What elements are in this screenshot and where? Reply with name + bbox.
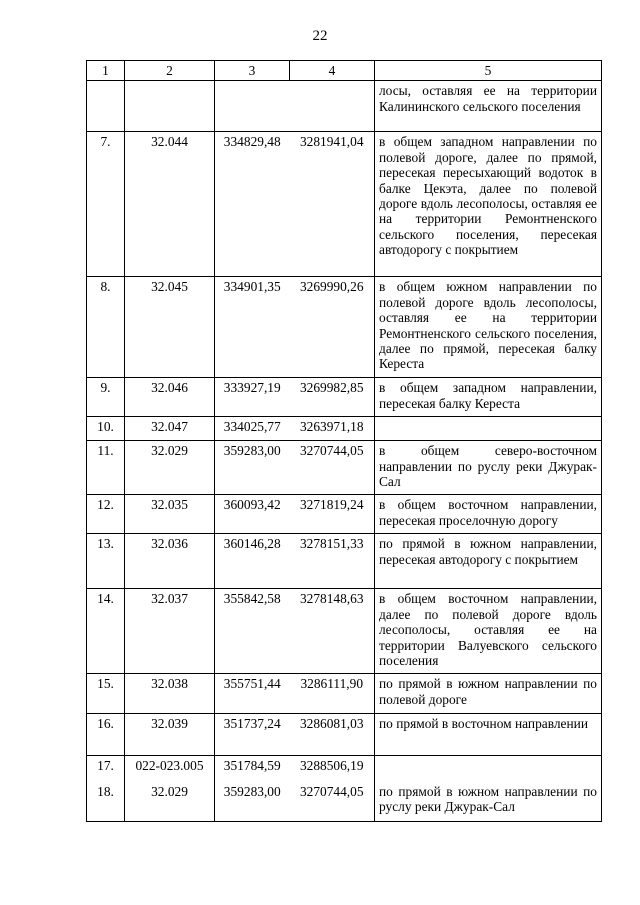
- point-code: 32.038: [125, 674, 215, 714]
- boundary-description: в общем северо-восточном направлении по руслу реки Джурак-Сал: [375, 441, 602, 495]
- table-row: [87, 534, 602, 589]
- point-code: 32.045: [125, 277, 215, 378]
- boundary-description: по прямой в южном направлении, пересекая автодорогу с покрытием: [375, 534, 602, 589]
- point-code: 022-023.005: [125, 756, 215, 782]
- table-row: [87, 495, 602, 534]
- row-number: 17.: [87, 756, 125, 782]
- boundary-description: в общем западном направлении по полевой дороге, далее по прямой, пересекая пересыхающий водоток в балке Цекэта, далее по полевой дороге вдоль лесополосы, оставляя ее на территории Ремонтненского сельского поселения, пересекая автодорогу с покрытием: [375, 132, 602, 277]
- coordinate-x: 359283,00: [215, 441, 290, 495]
- coordinate-y: 3270744,05: [290, 441, 375, 495]
- table-header-row: [87, 61, 602, 81]
- point-code: 32.029: [125, 782, 215, 822]
- coordinate-x: 355842,58: [215, 589, 290, 674]
- boundary-points-table: [86, 60, 602, 822]
- coordinate-y: 3270744,05: [290, 782, 375, 822]
- table-row: [87, 756, 602, 782]
- coordinate-y: 3281941,04: [290, 132, 375, 277]
- coordinate-y: 3263971,18: [290, 417, 375, 441]
- coordinate-y: 3269990,26: [290, 277, 375, 378]
- row-number: 9.: [87, 378, 125, 417]
- table-row: [87, 674, 602, 714]
- coordinate-x: 334829,48: [215, 132, 290, 277]
- coordinate-x: 334025,77: [215, 417, 290, 441]
- point-code: 32.035: [125, 495, 215, 534]
- row-number: 16.: [87, 714, 125, 756]
- coordinate-y: 3286111,90: [290, 674, 375, 714]
- row-number: 12.: [87, 495, 125, 534]
- coordinate-y: 3271819,24: [290, 495, 375, 534]
- coordinate-x: 334901,35: [215, 277, 290, 378]
- boundary-description: в общем восточном направлении, далее по полевой дороге вдоль лесополосы, оставляя ее на территории Валуевского сельского поселения: [375, 589, 602, 674]
- row-number: 8.: [87, 277, 125, 378]
- row-number: 11.: [87, 441, 125, 495]
- table-row: [87, 132, 602, 277]
- boundary-description: [375, 417, 602, 441]
- table-row: [87, 378, 602, 417]
- table-row: [87, 81, 602, 132]
- boundary-description: лосы, оставляя ее на территории Калининского сельского поселения: [375, 81, 602, 132]
- boundary-description: по прямой в восточном направлении: [375, 714, 602, 756]
- boundary-description: в общем западном направлении, пересекая балку Кереста: [375, 378, 602, 417]
- row-number: 7.: [87, 132, 125, 277]
- row-number: 14.: [87, 589, 125, 674]
- boundary-description: [375, 756, 602, 782]
- column-header: 4: [290, 61, 375, 81]
- table-row: [87, 589, 602, 674]
- row-number: 15.: [87, 674, 125, 714]
- coordinate-y: 3288506,19: [290, 756, 375, 782]
- point-code: [125, 81, 215, 132]
- table-row: [87, 277, 602, 378]
- coordinate-y: 3269982,85: [290, 378, 375, 417]
- boundary-description: в общем восточном направлении, пересекая проселочную дорогу: [375, 495, 602, 534]
- page-number: 22: [312, 28, 328, 44]
- coordinate-x: [215, 81, 290, 132]
- boundary-description: по прямой в южном направлении по руслу реки Джурак-Сал: [375, 782, 602, 822]
- row-number: 10.: [87, 417, 125, 441]
- column-header: 1: [87, 61, 125, 81]
- coordinate-y: [290, 81, 375, 132]
- point-code: 32.044: [125, 132, 215, 277]
- point-code: 32.029: [125, 441, 215, 495]
- row-number: 18.: [87, 782, 125, 822]
- point-code: 32.046: [125, 378, 215, 417]
- point-code: 32.036: [125, 534, 215, 589]
- column-header: 2: [125, 61, 215, 81]
- coordinate-x: 351737,24: [215, 714, 290, 756]
- coordinate-y: 3278148,63: [290, 589, 375, 674]
- coordinate-x: 360093,42: [215, 495, 290, 534]
- column-header: 3: [215, 61, 290, 81]
- boundary-description: в общем южном направлении по полевой дороге вдоль лесополосы, оставляя ее на территории Ремонтненского сельского поселения, далее по прямой, пересекая балку Кереста: [375, 277, 602, 378]
- table-row: [87, 714, 602, 756]
- coordinate-y: 3278151,33: [290, 534, 375, 589]
- point-code: 32.037: [125, 589, 215, 674]
- row-number: 13.: [87, 534, 125, 589]
- row-number: [87, 81, 125, 132]
- point-code: 32.047: [125, 417, 215, 441]
- coordinate-x: 360146,28: [215, 534, 290, 589]
- coordinate-y: 3286081,03: [290, 714, 375, 756]
- coordinate-x: 333927,19: [215, 378, 290, 417]
- column-header: 5: [375, 61, 602, 81]
- table-row: [87, 441, 602, 495]
- coordinate-x: 351784,59: [215, 756, 290, 782]
- boundary-description: по прямой в южном направлении по полевой дороге: [375, 674, 602, 714]
- table-row: [87, 782, 602, 822]
- table-row: [87, 417, 602, 441]
- point-code: 32.039: [125, 714, 215, 756]
- coordinate-x: 359283,00: [215, 782, 290, 822]
- coordinate-x: 355751,44: [215, 674, 290, 714]
